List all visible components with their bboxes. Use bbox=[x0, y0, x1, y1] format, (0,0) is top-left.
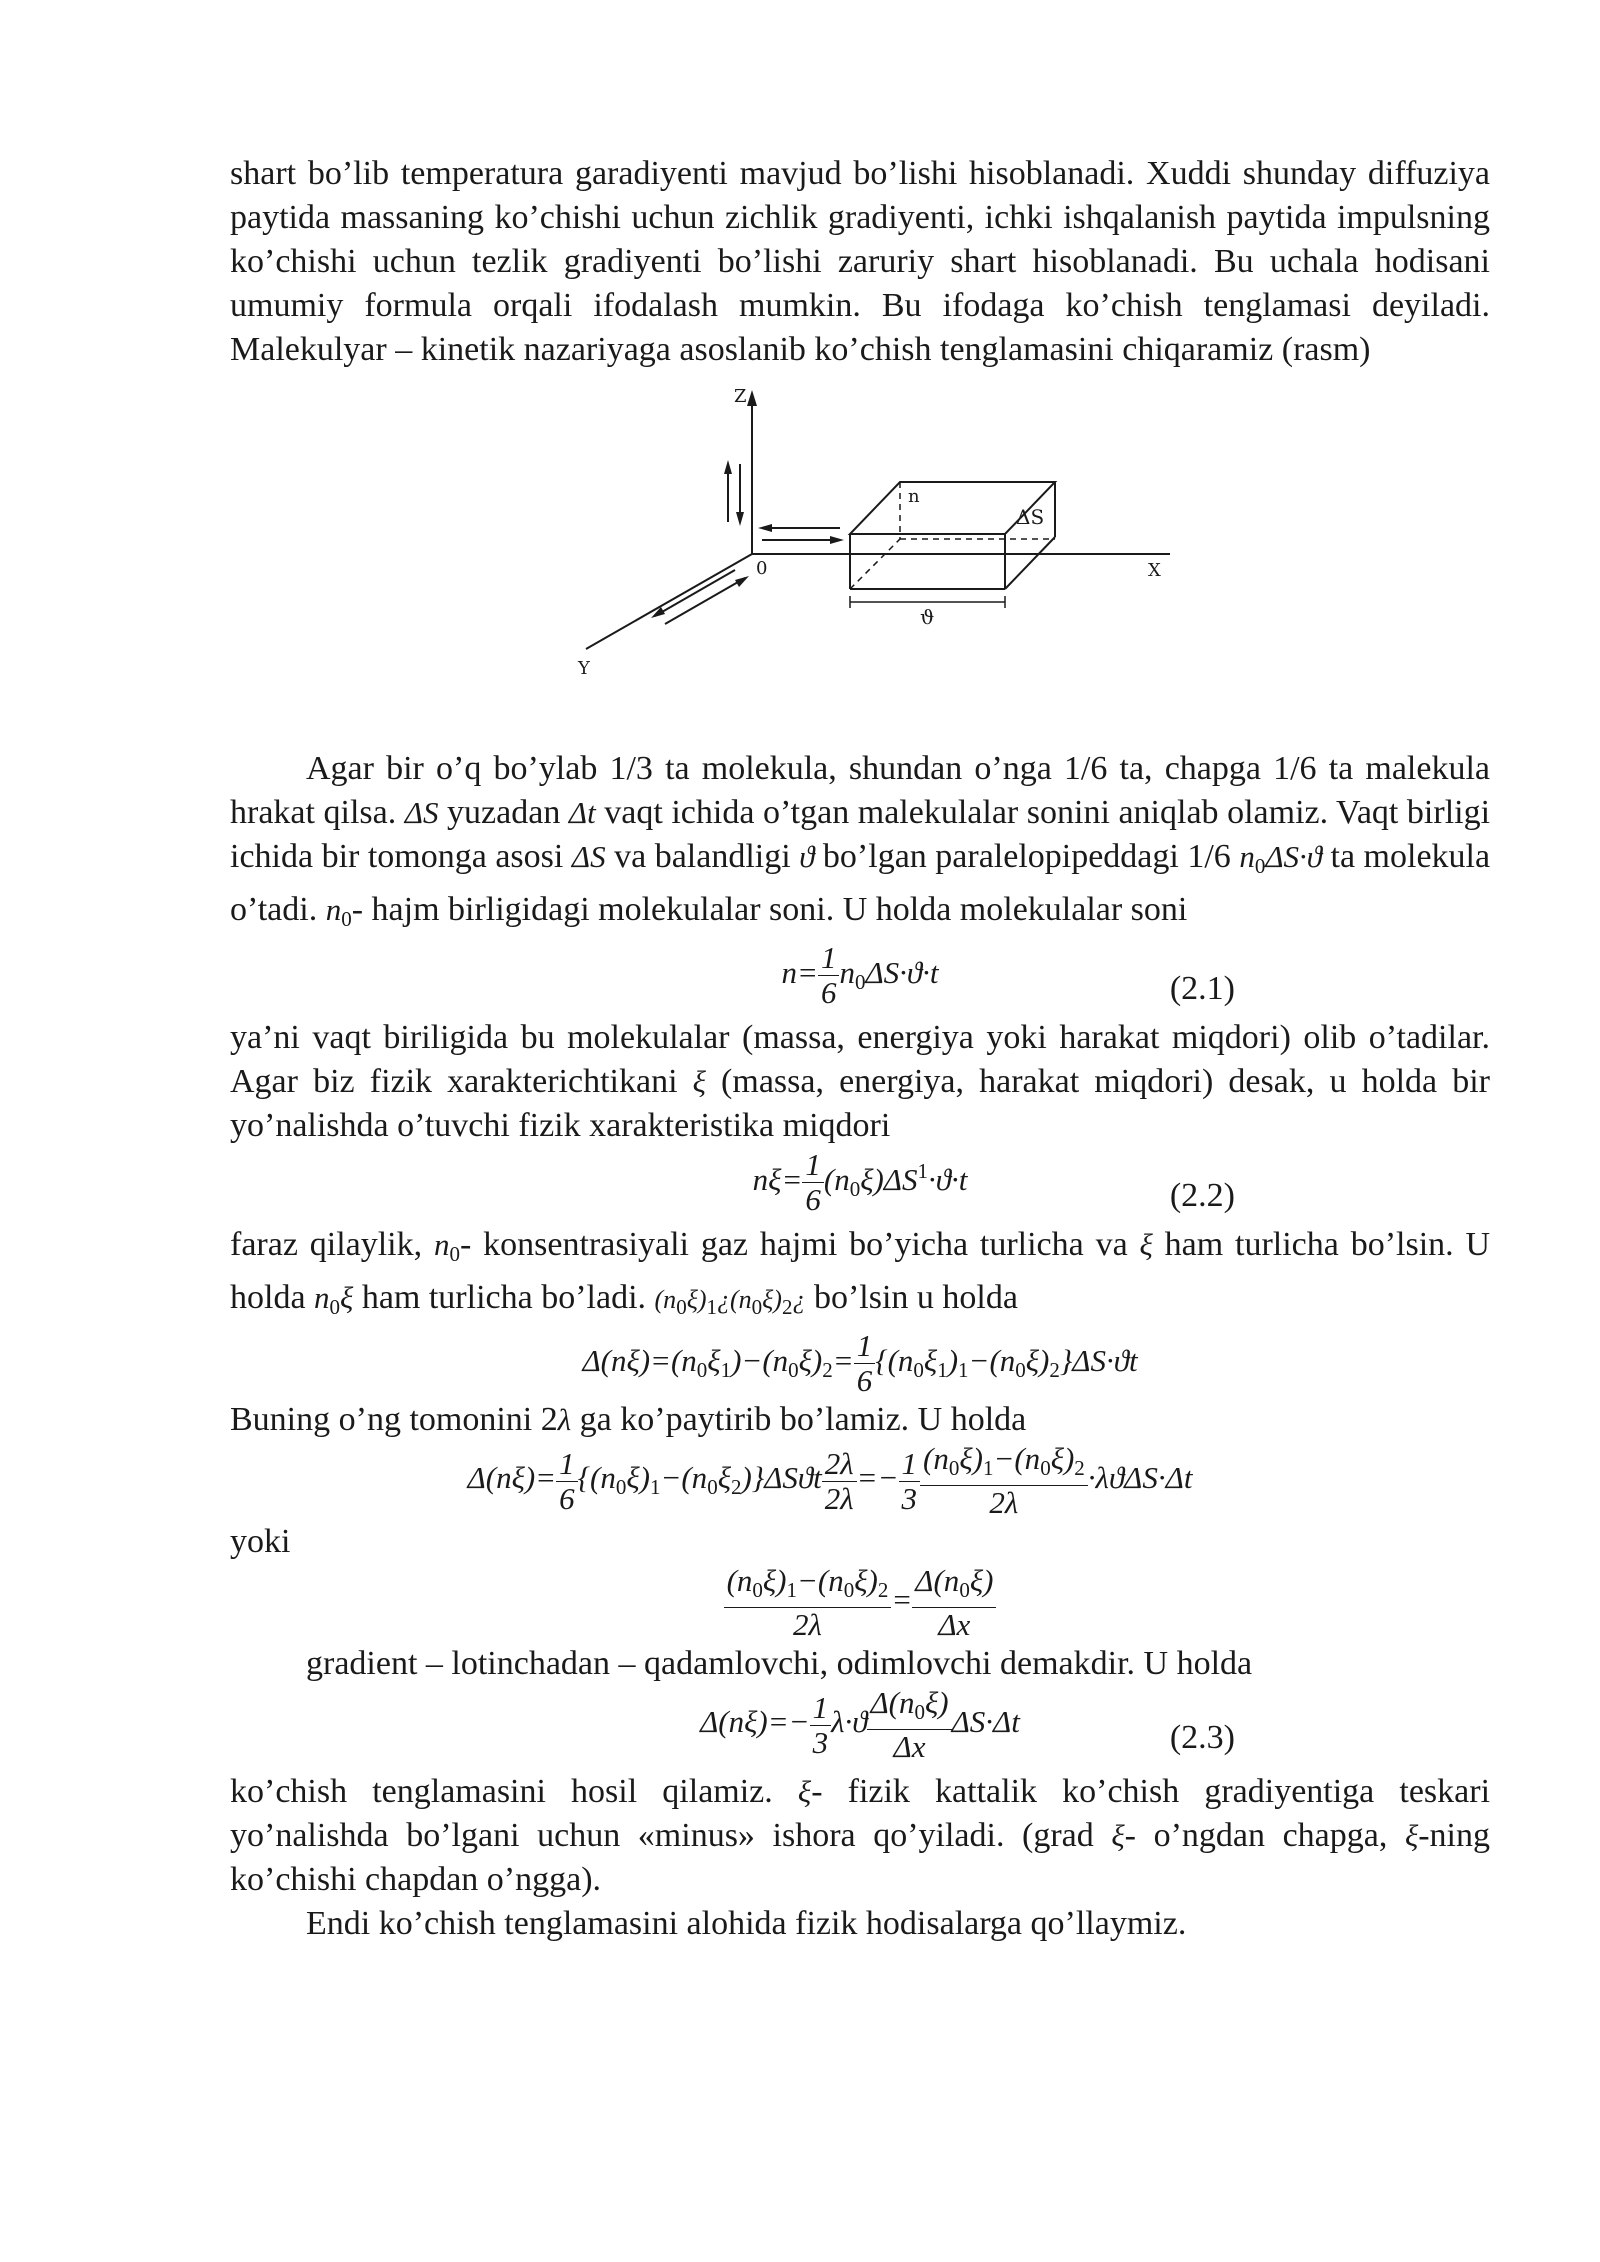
paragraph-multiply: Buning o’ng tomonini 2λ ga ko’paytirib bo’lamiz. U holda bbox=[230, 1401, 1027, 1438]
paragraph-gradient: gradient – lotinchadan – qadamlovchi, odimlovchi demakdir. U holda bbox=[306, 1645, 1253, 1682]
transport-diagram bbox=[230, 384, 1490, 729]
paragraph-characteristic: ya’ni vaqt biriligida bu molekulalar (massa, energiya yoki harakat miqdori) olib o’tadilar. Agar biz fizik xarakterichtikani ξ (massa, energiya, harakat miqdori) desak, u holda bir yo’nalishda o’tuvchi fizik xarakteristika miqdori bbox=[230, 1019, 1490, 1144]
paragraph-final: Endi ko’chish tenglamasini alohida fizik hodisalarga qo’llaymiz. bbox=[306, 1905, 1187, 1942]
paragraph-concentration: faraz qilaylik, $n_0-$ konsentrasiyali gaz hajmi bo’yicha turlicha va ξ ham turlicha bo’lsin. U holda $n_0\xi$ ham turlicha bo’ladi. $(n_0\xi)_1¿(n_0\xi)_2¿$ bo’lsin u holda bbox=[230, 1226, 1491, 1319]
coordinate-figure bbox=[550, 384, 1170, 729]
equation-2-1: n= $\frac{1}{6}$ $n_0\Delta S\cdot ϑ\cdot t$ (2.1) bbox=[781, 940, 1235, 1010]
y-axis bbox=[586, 554, 752, 649]
z-axis-label: Z bbox=[734, 386, 747, 407]
equation-gradient: $\frac{(n_0\xi)_1-(n_0\xi)_2}{2\lambda}$ = $\frac{\Delta(n_0\xi)}{\Delta x}$ bbox=[230, 1564, 1490, 1642]
velocity-label: ϑ bbox=[920, 605, 935, 629]
equation-number: (2.2) bbox=[1169, 1177, 1235, 1214]
area-label: ΔS bbox=[1016, 505, 1045, 529]
equation-delta: $\Delta(n\xi)=(n_0\xi_1)-(n_0\xi)_2=$ $\frac{1}{6}$ $\{(n_0\xi_1)_1-(n_0\xi)_2\}\Delta S\cdot ϑt$ bbox=[582, 1328, 1138, 1398]
equation-lambda: Δ(nξ)= $\frac{1}{6}$ $\{(n_0\xi)_1-(n_0\xi_2)\}\Delta Sϑt$ $\frac{2\lambda}{2\lambda}$ =− $\frac{1}{3}$ $\frac{(n_0\xi)_1-(n_0\xi)_2}{2\lambda}$ ·λϑΔS·Δt bbox=[467, 1441, 1193, 1520]
equation-number: (2.3) bbox=[1169, 1719, 1235, 1756]
equation-2-2: nξ= $\frac{1}{6}$ $(n_0\xi)\Delta S^1\cdot ϑ\cdot t$ (2.2) bbox=[752, 1147, 1235, 1217]
equation-2-3: Δ(nξ)=− $\frac{1}{3}$ λ·ϑ $\frac{\Delta(n_0\xi)}{\Delta x}$ ΔS·Δt (2.3) bbox=[700, 1685, 1235, 1764]
paragraph-intro: shart bo’lib temperatura garadiyenti mavjud bo’lishi hisoblanadi. Xuddi shunday diffuziya paytida massaning ko’chishi uchun zichlik gradiyenti, ichki ishqalanish paytida impulsning ko’chishi uchun tezlik gradiyenti bo’lishi zaruriy shart hisoblanadi. Bu uchala hodisani umumiy formula orqali ifodalash mumkin. Bu ifodaga ko’chish tenglamasi deyiladi. Malekulyar – kinetik nazariyaga asoslanib ko’chish tenglamasini chiqaramiz (rasm) bbox=[230, 155, 1490, 368]
document-page bbox=[230, 152, 1490, 1946]
y-axis-label: Y bbox=[578, 658, 590, 679]
equation-number: (2.1) bbox=[1169, 970, 1235, 1007]
x-axis-label: X bbox=[1148, 560, 1161, 581]
word-yoki: yoki bbox=[230, 1523, 291, 1560]
paragraph-transport-equation: ko’chish tenglamasini hosil qilamiz. ξ- fizik kattalik ko’chish gradiyentiga teskari yo’nalishda bo’lgani uchun «minus» ishora qo’yiladi. (grad ξ- o’ngdan chapga, ξ-ning ko’chishi chapdan o’ngga). bbox=[230, 1773, 1491, 1898]
n-label: n bbox=[908, 486, 920, 507]
paragraph-molecules: Agar bir o’q bo’ylab 1/3 ta molekula, shundan o’nga 1/6 ta, chapga 1/6 ta malekula hrakat qilsa. ΔS yuzadan Δt vaqt ichida o’tgan malekulalar sonini aniqlab olamiz. Vaqt birligi ichida bir tomonga asosi ΔS va balandligi ϑ bo’lgan paralelopipeddagi 1/6 $n_0\Delta S\cdot ϑ$ ta molekula o’tadi. $n_0-$ hajm birligidagi molekulalar soni. U holda molekulalar soni bbox=[230, 750, 1491, 931]
origin-label: 0 bbox=[756, 558, 768, 579]
